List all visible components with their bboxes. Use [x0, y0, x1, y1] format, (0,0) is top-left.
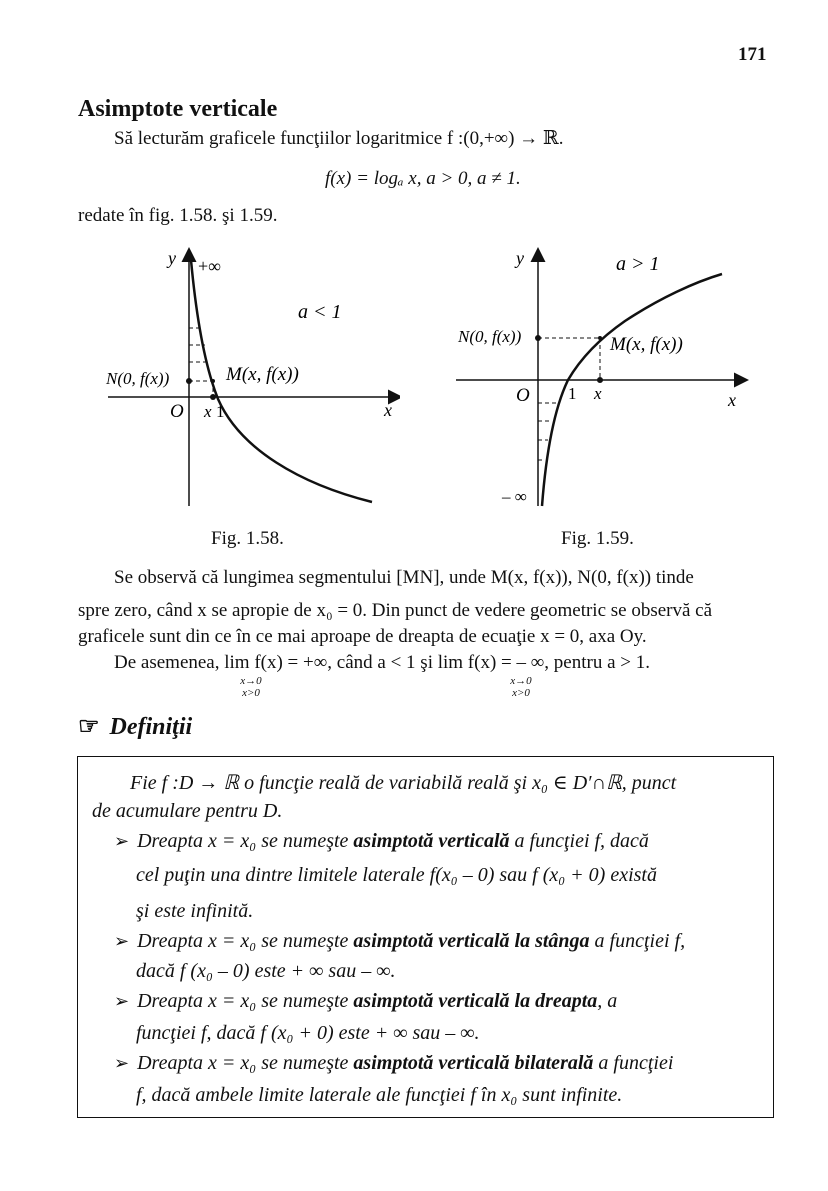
point-x	[210, 394, 216, 400]
bullet-arrow-icon: ➢	[114, 1053, 130, 1073]
m-label: M(x, f(x))	[610, 334, 683, 355]
log-formula: f(x) = logₐ x, a > 0, a ≠ 1.	[325, 168, 521, 189]
n-label: N(0, f(x))	[458, 327, 522, 346]
limit-subscript-2: x→0 x>0	[510, 675, 532, 699]
observation-line-2: spre zero, când x se apropie de x₀ = 0. Din punct de vedere geometric se observă că	[78, 600, 713, 621]
x-tick-label: x	[204, 402, 212, 421]
definitions-box	[77, 756, 774, 1118]
point-n	[186, 378, 192, 384]
figure-caption-1-58: Fig. 1.58.	[211, 528, 284, 549]
definition-intro-1: Fie f :D → ℝ o funcţie reală de variabilă reală şi x₀ ∈ D′∩ℝ, punct	[130, 772, 677, 794]
x-label: x	[384, 400, 392, 420]
point-x	[597, 377, 603, 383]
one-tick-label: 1	[216, 402, 225, 421]
observation-line-4: De asemenea, lim f(x) = +∞, când a < 1 şi lim f(x) = – ∞, pentru a > 1.	[114, 652, 650, 673]
condition-label: a < 1	[298, 301, 342, 323]
bullet-3-line-2: funcţiei f, dacă f (x₀ + 0) este + ∞ sau – ∞.	[136, 1022, 480, 1044]
y-label: y	[168, 248, 176, 268]
x-label: x	[728, 390, 736, 410]
m-label: M(x, f(x))	[226, 364, 299, 385]
section-title: Asimptote verticale	[78, 96, 278, 122]
bullet-2-line-1: ➢ Dreapta x = x₀ se numeşte asimptotă verticală la stânga a funcţiei f,	[114, 930, 686, 952]
figure-reference: redate în fig. 1.58. şi 1.59.	[78, 205, 278, 226]
pointing-hand-icon: ☞	[78, 714, 100, 740]
minus-infinity-label: – ∞	[502, 487, 527, 506]
origin-label: O	[170, 401, 184, 422]
n-label: N(0, f(x))	[106, 369, 170, 388]
bullet-3-line-1: ➢ Dreapta x = x₀ se numeşte asimptotă verticală la dreapta, a	[114, 990, 618, 1012]
x-tick-label: x	[594, 384, 602, 403]
figure-caption-1-59: Fig. 1.59.	[561, 528, 634, 549]
observation-line-3: graficele sunt din ce în ce mai aproape de dreapta de ecuaţie x = 0, axa Oy.	[78, 626, 647, 647]
plus-infinity-label: +∞	[198, 256, 221, 276]
bullet-1-line-1: ➢ Dreapta x = x₀ se numeşte asimptotă verticală a funcţiei f, dacă	[114, 830, 649, 852]
bullet-arrow-icon: ➢	[114, 931, 130, 951]
bullet-4-line-2: f, dacă ambele limite laterale ale funcţiei f în x₀ sunt infinite.	[136, 1084, 623, 1106]
figure-1-59	[450, 244, 760, 516]
page-number: 171	[738, 44, 767, 65]
point-m	[211, 379, 215, 383]
figure-1-58	[100, 244, 400, 516]
definitions-header	[78, 712, 192, 741]
point-m	[598, 336, 602, 340]
one-tick-label: 1	[568, 384, 577, 403]
observation-line-1: Se observă că lungimea segmentului [MN], unde M(x, f(x)), N(0, f(x)) tinde	[114, 567, 694, 588]
origin-label: O	[516, 385, 530, 406]
y-label: y	[516, 248, 524, 268]
bullet-4-line-1: ➢ Dreapta x = x₀ se numeşte asimptotă verticală bilaterală a funcţiei	[114, 1052, 674, 1074]
definition-intro-2: de acumulare pentru D.	[92, 800, 283, 822]
intro-paragraph: Să lecturăm graficele funcţiilor logaritmice f :(0,+∞) → ℝ.	[114, 128, 564, 149]
bullet-arrow-icon: ➢	[114, 991, 130, 1011]
point-n	[535, 335, 541, 341]
definitions-title: Definiţii	[109, 714, 193, 740]
bullet-1-line-3: şi este infinită.	[136, 900, 254, 922]
bullet-1-line-2: cel puţin una dintre limitele laterale f(x₀ – 0) sau f (x₀ + 0) există	[136, 864, 657, 886]
limit-subscript-1: x→0 x>0	[240, 675, 262, 699]
condition-label: a > 1	[616, 253, 660, 275]
bullet-2-line-2: dacă f (x₀ – 0) este + ∞ sau – ∞.	[136, 960, 396, 982]
bullet-arrow-icon: ➢	[114, 831, 130, 851]
